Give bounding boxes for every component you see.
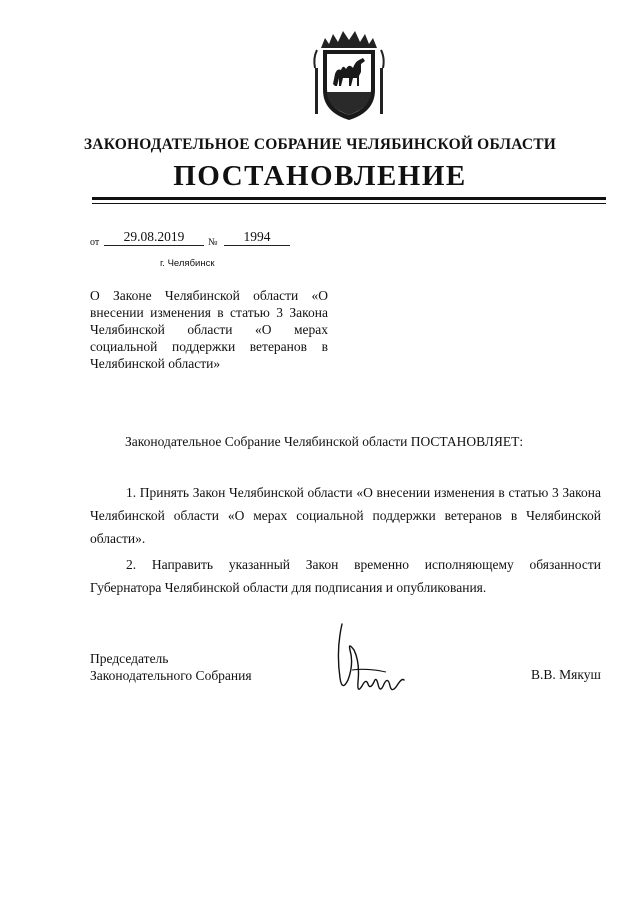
date-label: от — [90, 237, 100, 248]
signatory-name: В.В. Мякуш — [531, 667, 601, 682]
paragraph-2: 2. Направить указанный Закон временно исполняющему обязанности Губернатора Челябинской области для подписания и опубликования. — [90, 557, 601, 595]
signature-icon — [328, 620, 408, 716]
signatory-position — [90, 650, 252, 684]
header-rule-thick — [92, 197, 606, 200]
date-number-row — [90, 230, 300, 250]
date-value: 29.08.2019 — [123, 229, 185, 244]
signatory-position-line2: Законодательного Собрания — [90, 668, 252, 683]
document-type-title: ПОСТАНОВЛЕНИЕ — [173, 160, 467, 192]
coat-of-arms-icon — [311, 28, 387, 124]
number-value: 1994 — [243, 229, 271, 244]
number-underline — [224, 245, 290, 246]
organization-title: ЗАКОНОДАТЕЛЬНОЕ СОБРАНИЕ ЧЕЛЯБИНСКОЙ ОБЛАСТИ — [83, 136, 557, 153]
date-underline — [104, 245, 204, 246]
city-label: г. Челябинск — [160, 258, 215, 269]
paragraph-1: 1. Принять Закон Челябинской области «О внесении изменения в статью 3 Закона Челябинской области «О мерах социальной поддержки ветеранов в Челябинской области». — [90, 485, 601, 546]
preamble: Законодательное Собрание Челябинской области ПОСТАНОВЛЯЕТ: — [125, 434, 524, 449]
number-label: № — [208, 237, 218, 248]
signatory-position-line1: Председатель — [90, 651, 169, 666]
header-rule-thin — [92, 203, 606, 204]
subject-heading: О Законе Челябинской области «О внесении изменения в статью 3 Закона Челябинской области «О мерах социальной поддержки ветеранов в Челябинской области» — [90, 288, 328, 371]
